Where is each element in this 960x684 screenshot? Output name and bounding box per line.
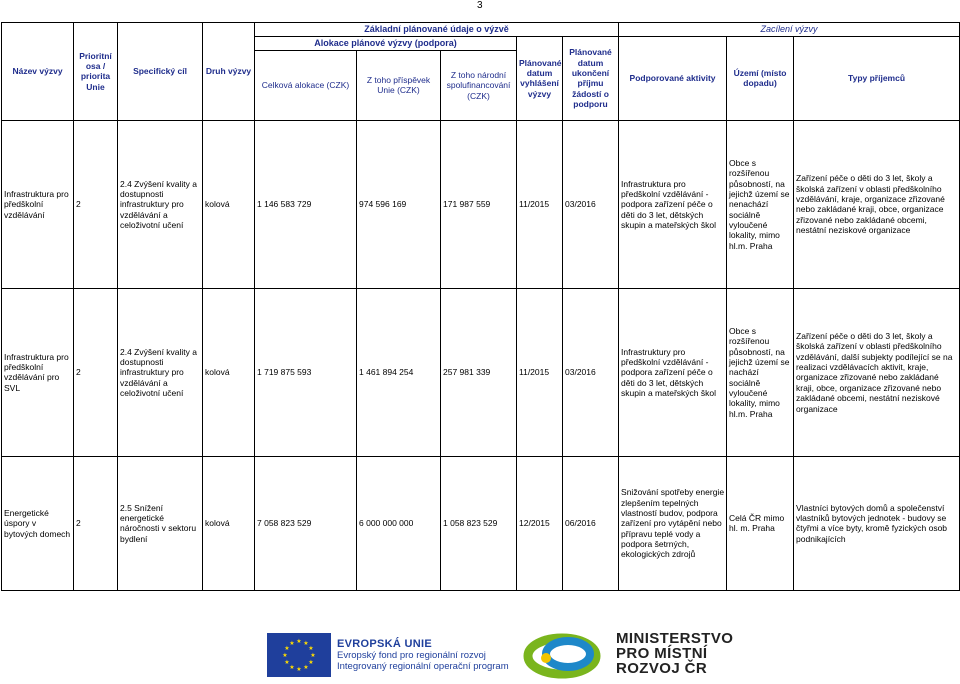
national-cofinancing: 257 981 339 [441,288,517,456]
col-total-header: Celková alokace (CZK) [255,50,357,120]
national-cofinancing: 171 987 559 [441,120,517,288]
allocation-subgroup-header: Alokace plánové výzvy (podpora) [255,36,517,50]
col-type-header: Druh výzvy [203,23,255,121]
priority-axis: 2 [74,456,118,590]
end-date: 06/2016 [563,456,619,590]
svg-text:★: ★ [289,664,295,671]
col-goal-header: Specifický cíl [118,23,203,121]
impact-area: Obce s rozšířenou působností, na jejichž území se nachází sociálně vyloučené lokality, mimo hl.m. Praha [727,288,794,456]
table-row [2,288,960,456]
end-date: 03/2016 [563,120,619,288]
impact-area: Obce s rozšířenou působností, na jejichž území se nenachází sociálně vyloučené lokality, mimo hl.m. Praha [727,120,794,288]
svg-text:★: ★ [284,645,290,652]
call-type: kolová [203,456,255,590]
ministry-line-1: MINISTERSTVO [616,630,734,647]
svg-text:★: ★ [296,638,302,645]
supported-activities: Infrastruktura pro předškolní vzdělávání - podpora zařízení péče o děti do 3 let, dětských skupin a mateřských škol [619,120,727,288]
table-row [2,120,960,288]
specific-goal: 2.5 Snížení energetické náročnosti v sektoru bydlení [118,456,203,590]
announce-date: 12/2015 [517,456,563,590]
svg-text:★: ★ [289,640,295,647]
specific-goal: 2.4 Zvýšení kvality a dostupnosti infrastruktury pro vzdělávání a celoživotní učení [118,288,203,456]
total-allocation: 7 058 823 529 [255,456,357,590]
svg-text:★: ★ [282,652,288,659]
national-cofinancing: 1 058 823 529 [441,456,517,590]
ministry-line-3: ROZVOJ ČR [616,660,708,677]
col-recipients-header: Typy příjemců [794,36,960,120]
eu-contribution: 1 461 894 254 [357,288,441,456]
eu-programme-name: Integrovaný regionální operační program [337,661,509,672]
svg-text:★: ★ [308,645,314,652]
supported-activities: Snižování spotřeby energie zlepšením tepelných vlastností budov, podpora zařízení pro vytápění nebo přípravu teplé vody a podpora šetrných, ekologických zdrojů [619,456,727,590]
announce-date: 11/2015 [517,288,563,456]
svg-text:★: ★ [296,666,302,673]
svg-text:★: ★ [303,664,309,671]
supported-activities: Infrastruktury pro předškolní vzdělávání - podpora zařízení péče o děti do 3 let, dětských skupin a mateřských škol [619,288,727,456]
col-announce-header: Plánované datum vyhlášení výzvy [517,36,563,120]
col-national-header: Z toho národní spolufinancování (CZK) [441,50,517,120]
col-end-header: Plánované datum ukončení příjmu žádostí o podporu [563,36,619,120]
svg-text:★: ★ [308,659,314,666]
basic-data-group-header: Základní plánované údaje o výzvě [255,23,619,37]
col-priority-header: Prioritní osa / priorita Unie [74,23,118,121]
page-number: 3 [477,0,483,11]
eu-contribution: 6 000 000 000 [357,456,441,590]
col-activities-header: Podporované aktivity [619,36,727,120]
ministry-logo-icon [520,628,610,680]
priority-axis: 2 [74,288,118,456]
eu-name: EVROPSKÁ UNIE [337,638,432,650]
targeting-group-header: Zacílení výzvy [619,23,960,37]
call-name: Infrastruktura pro předškolní vzdělávání pro SVL [2,288,74,456]
impact-area: Celá ČR mimo hl. m. Praha [727,456,794,590]
recipient-types: Zařízení péče o děti do 3 let, školy a školská zařízení v oblasti předškolního vzdělávání, kraje, organizace zřizované nebo zakládané kraji, obce, organizace zřizované nebo zakládané obcemi, nestátní neziskové organizace [794,120,960,288]
call-name: Infrastruktura pro předškolní vzdělávání [2,120,74,288]
svg-text:★: ★ [284,659,290,666]
call-name: Energetické úspory v bytových domech [2,456,74,590]
call-type: kolová [203,288,255,456]
total-allocation: 1 146 583 729 [255,120,357,288]
calls-table [1,22,960,591]
table-row [2,456,960,590]
eu-fund-text [337,638,509,672]
total-allocation: 1 719 875 593 [255,288,357,456]
recipient-types: Vlastníci bytových domů a společenství vlastníků bytových jednotek - budovy se čtyřmi a více byty, kromě fyzických osob podnikajících [794,456,960,590]
col-name-header: Název výzvy [2,23,74,121]
ministry-name [616,631,733,676]
call-type: kolová [203,120,255,288]
eu-stars-icon [267,633,331,677]
priority-axis: 2 [74,120,118,288]
svg-text:★: ★ [303,640,309,647]
eu-fund-name: Evropský fond pro regionální rozvoj [337,650,486,661]
announce-date: 11/2015 [517,120,563,288]
recipient-types: Zařízení péče o děti do 3 let, školy a školská zařízení v oblasti předškolního vzdělávání, další subjekty podílející se na realizaci vzdělávacích aktivit, kraje, organizace zřizované nebo zakládané kraji, obce, organizace zřizované nebo zakládané obcemi, nestátní neziskové organizace [794,288,960,456]
col-eu-header: Z toho příspěvek Unie (CZK) [357,50,441,120]
eu-flag-logo [267,633,331,677]
col-area-header: Území (místo dopadu) [727,36,794,120]
specific-goal: 2.4 Zvýšení kvality a dostupnosti infrastruktury pro vzdělávání a celoživotní učení [118,120,203,288]
eu-contribution: 974 596 169 [357,120,441,288]
ministry-line-2: PRO MÍSTNÍ [616,645,708,662]
end-date: 03/2016 [563,288,619,456]
svg-text:★: ★ [310,652,316,659]
